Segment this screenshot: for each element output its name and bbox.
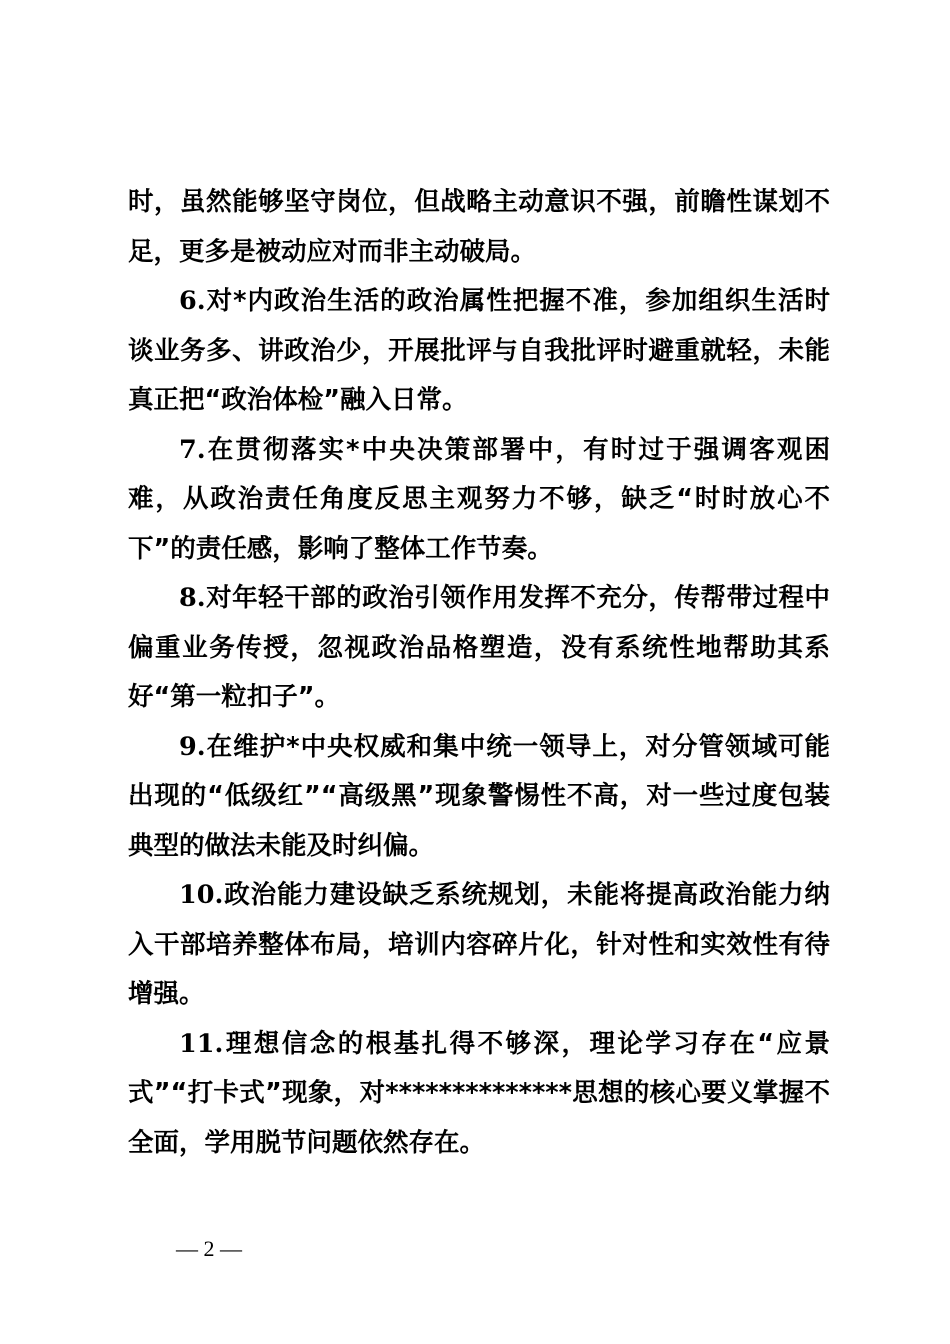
paragraph-item-11 [128, 1020, 830, 1169]
paragraph-text: 理想信念的根基扎得不够深，理论学习存在“应景式”“打卡式”现象，对**************思想的核心要义掌握不全面，学用脱节问题依然存在。 [128, 1028, 830, 1158]
paragraph-number: 11. [179, 1028, 224, 1059]
paragraph-continued [128, 178, 830, 277]
paragraph-text: 政治能力建设缺乏系统规划，未能将提高政治能力纳入干部培养整体布局，培训内容碎片化，针对性和实效性有待增强。 [128, 880, 830, 1009]
paragraph-number: 10. [179, 880, 224, 910]
paragraph-text: 时，虽然能够坚守岗位，但战略主动意识不强，前瞻性谋划不足，更多是被动应对而非主动破局。 [128, 187, 830, 267]
paragraph-item-10 [128, 871, 830, 1020]
paragraph-item-6 [128, 277, 830, 426]
paragraph-item-9 [128, 723, 830, 872]
paragraph-number: 6. [179, 286, 206, 316]
paragraph-text: 对年轻干部的政治引领作用发挥不充分，传帮带过程中偏重业务传授，忽视政治品格塑造，没有系统性地帮助其系好“第一粒扣子”。 [128, 583, 830, 712]
paragraph-number: 7. [179, 434, 206, 465]
page-number: — 2 — [176, 1236, 242, 1261]
paragraph-text: 在维护*中央权威和集中统一领导上，对分管领域可能出现的“低级红”“高级黑”现象警惕性不高，对一些过度包装典型的做法未能及时纠偏。 [128, 731, 830, 861]
paragraph-item-8 [128, 574, 830, 723]
paragraph-text: 对*内政治生活的政治属性把握不准，参加组织生活时谈业务多、讲政治少，开展批评与自我批评时避重就轻，未能真正把“政治体检”融入日常。 [128, 286, 830, 415]
paragraph-number: 9. [179, 731, 206, 762]
paragraph-number: 8. [179, 583, 206, 613]
paragraph-text: 在贯彻落实*中央决策部署中，有时过于强调客观困难，从政治责任角度反思主观努力不够，缺乏“时时放心不下”的责任感，影响了整体工作节奏。 [128, 434, 830, 564]
paragraph-item-7 [128, 426, 830, 575]
document-body [128, 178, 830, 1168]
